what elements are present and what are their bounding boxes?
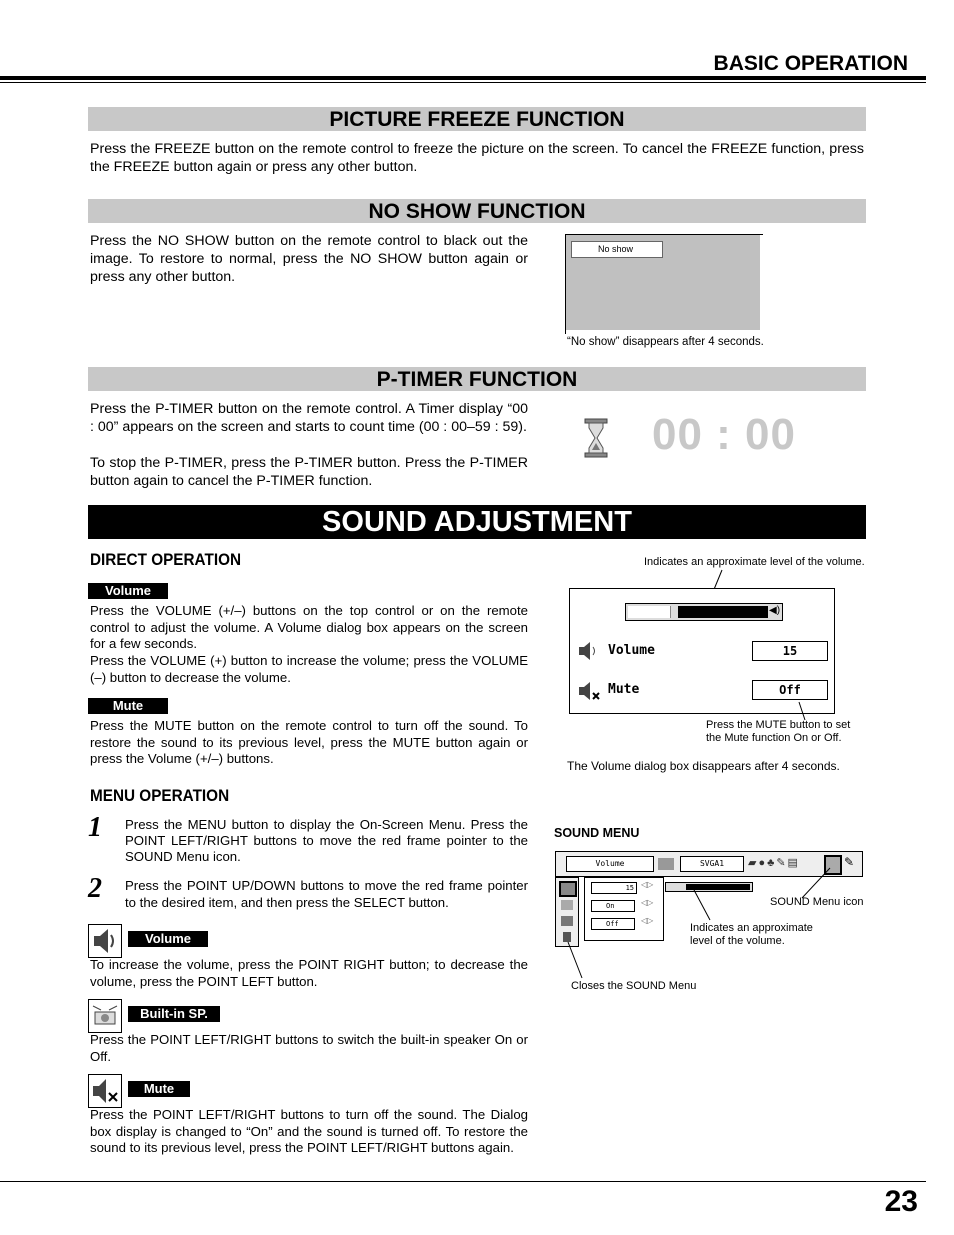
direct-mute-body: Press the MUTE button on the remote control to turn off the sound. To restore the sound to its previous level, press the MUTE button again or press the Volume (+/–) buttons.: [90, 718, 528, 766]
menu-volume-body: To increase the volume, press the POINT RIGHT button; to decrease the volume, press the POINT LEFT button.: [90, 957, 528, 989]
p-timer-body-1: Press the P-TIMER button on the remote control. A Timer display “00 : 00” appears on the screen and starts to count time (00 : 00–59 : 59).: [90, 401, 528, 435]
callout-line-level: [690, 888, 720, 924]
header-rule-thin: [0, 82, 926, 83]
menu-icons-row: ▰●♣✎▤: [748, 857, 800, 869]
header-rule: [0, 76, 926, 80]
picture-freeze-body: Press the FREEZE button on the remote control to freeze the picture on the screen. To cancel the FREEZE function, press the FREEZE button again or press any other button.: [90, 141, 864, 175]
menu-builtin-tag: Built-in SP.: [128, 1006, 220, 1022]
no-show-body: Press the NO SHOW button on the remote control to black out the image. To restore to normal, press the NO SHOW button again or press any other button.: [90, 233, 528, 285]
dialog-callout-mute: Press the MUTE button to set the Mute function On or Off.: [706, 719, 851, 744]
no-show-screen-label: No show: [571, 241, 663, 258]
callout-line-close: [566, 940, 586, 982]
arrows-icon[interactable]: ◁▷: [641, 880, 654, 889]
callout-level: Indicates an approximate level of the volume.: [690, 922, 813, 947]
step-1-number: 1: [88, 812, 102, 843]
hourglass-icon: [584, 418, 608, 463]
callout-close: Closes the SOUND Menu: [571, 980, 697, 992]
direct-volume-body-2: Press the VOLUME (+) button to increase the volume; press the VOLUME (–) button to decrease the volume.: [90, 653, 528, 685]
volume-dialog: [569, 588, 835, 714]
p-timer-title: P-TIMER FUNCTION: [88, 367, 866, 391]
mute-icon: [88, 1074, 122, 1108]
side-mute-icon[interactable]: [561, 916, 573, 926]
sound-menu-val-1: 15: [591, 882, 637, 894]
menu-bar-icon: [658, 858, 674, 870]
arrows-icon[interactable]: ◁▷: [641, 916, 654, 925]
dialog-volume-label: Volume: [608, 643, 655, 658]
step-2-number: 2: [88, 873, 102, 904]
sound-adjustment-title: SOUND ADJUSTMENT: [88, 505, 866, 539]
volume-level-bar: [625, 603, 783, 621]
sound-menu-tab-label: Volume: [566, 856, 654, 872]
speaker-icon: [576, 639, 600, 668]
page-number: 23: [884, 1185, 918, 1218]
volume-level-fill: [678, 606, 768, 618]
builtin-speaker-icon: [88, 999, 122, 1033]
menu-operation-heading: MENU OPERATION: [90, 786, 230, 805]
no-show-screen-left-edge: [565, 234, 566, 334]
wrench-icon: ✎: [844, 855, 855, 869]
dialog-volume-value: 15: [752, 641, 828, 661]
volume-speaker-icon: [88, 924, 122, 958]
footer-rule: [0, 1181, 926, 1182]
page-header-title: BASIC OPERATION: [713, 52, 908, 75]
dialog-callout-top: Indicates an approximate level of the volume.: [644, 556, 865, 568]
picture-freeze-title: PICTURE FREEZE FUNCTION: [88, 107, 866, 131]
p-timer-body-2: To stop the P-TIMER, press the P-TIMER button. Press the P-TIMER button again to cancel the P-TIMER function.: [90, 455, 528, 489]
callout-sound-icon: SOUND Menu icon: [770, 896, 864, 908]
menu-mute-tag: Mute: [128, 1081, 190, 1097]
mute-speaker-icon: [576, 679, 602, 708]
arrows-icon[interactable]: ◁▷: [641, 898, 654, 907]
speaker-small-icon: ◀): [769, 605, 781, 616]
menu-builtin-body: Press the POINT LEFT/RIGHT buttons to switch the built-in speaker On or Off.: [90, 1032, 528, 1064]
volume-level-empty: [628, 606, 671, 618]
p-timer-display: 00 : 00: [652, 410, 796, 459]
dialog-mute-label: Mute: [608, 682, 640, 697]
direct-operation-heading: DIRECT OPERATION: [90, 550, 242, 569]
dialog-caption: The Volume dialog box disappears after 4 seconds.: [567, 759, 840, 773]
sound-menu-values: [584, 877, 664, 941]
dialog-mute-value: Off: [752, 680, 828, 700]
side-builtin-icon[interactable]: [561, 900, 573, 910]
menu-mute-body: Press the POINT LEFT/RIGHT buttons to turn off the sound. The Dialog box display is changed to “On” and the sound is turned off. To restore the sound to its previous level, press the POINT LEFT/RIGHT buttons again.: [90, 1107, 528, 1155]
no-show-title: NO SHOW FUNCTION: [88, 199, 866, 223]
direct-volume-body: Press the VOLUME (+/–) buttons on the top control or on the remote control to adjust the volume. A Volume dialog box appears on the screen for a few seconds.: [90, 603, 528, 651]
menu-volume-tag: Volume: [128, 931, 208, 947]
no-show-screen-top-edge: [565, 234, 763, 235]
sound-menu-val-3: Off: [591, 918, 635, 930]
step-2-text: Press the POINT UP/DOWN buttons to move the red frame pointer to the desired item, and then press the SELECT button.: [125, 878, 528, 910]
no-show-caption: “No show” disappears after 4 seconds.: [567, 336, 764, 348]
sound-menu-source: SVGA1: [680, 856, 744, 872]
no-show-screen: [565, 234, 760, 330]
sound-menu-val-2: On: [591, 900, 635, 912]
sound-menu-title: SOUND MENU: [554, 826, 640, 840]
direct-volume-tag: Volume: [88, 583, 168, 599]
step-1-text: Press the MENU button to display the On-Screen Menu. Press the POINT LEFT/RIGHT buttons to move the red frame pointer to the SOUND Menu icon.: [125, 817, 528, 864]
direct-mute-tag: Mute: [88, 698, 168, 714]
sound-menu-side-icons: [555, 877, 579, 947]
side-volume-icon[interactable]: [559, 881, 577, 897]
